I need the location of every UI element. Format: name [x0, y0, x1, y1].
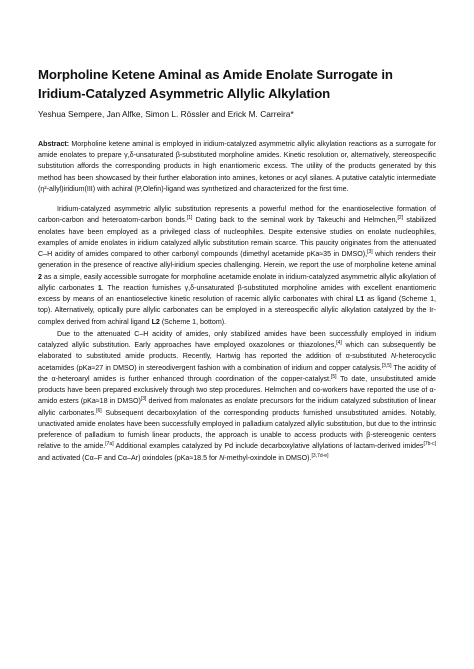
text-run: Additional examples catalyzed by Pd include decarboxylative allylations of lactam-derived imides	[113, 442, 424, 451]
paragraph-1	[38, 204, 436, 328]
ligand-label: L1	[355, 295, 365, 304]
citation: [6]	[96, 407, 102, 414]
paper-page	[38, 66, 436, 464]
citation: [3,5]	[381, 362, 392, 369]
citation: [3]	[140, 396, 147, 403]
abstract-text: Morpholine ketene aminal is employed in iridium-catalyzed asymmetric allylic alkylation reactions as a surrogate for amide enolates to prepare γ,δ-unsaturated β-substituted morpholine amides. Kinetic resolution or, alternatively, stereospecific substitution affords the corresponding products in high enantiomeric excess. The utility of the products generated by this method has been showcased by their further elaboration into amines, ketones or acyl silanes. A putative catalytic intermediate (η²-allyl)iridium(III) with achiral (P,Olefin)-ligand was synthetized and characterized for the first time.	[38, 140, 436, 193]
citation: [4]	[336, 340, 342, 347]
text-run: -methyl-oxindole in DMSO).	[224, 453, 312, 462]
text-run: Due to the attenuated C–H acidity of amides, only stabilized amides have been successfully employed in iridium catalyzed allylic substitution. Early approaches have employed oxazolones or thiazolones,	[38, 329, 436, 350]
italic-text: N	[219, 453, 225, 462]
abstract-label: Abstract:	[38, 140, 70, 148]
text-run: Dating back to the seminal work by Takeuchi and Helmchen,	[192, 216, 398, 225]
text-run: Iridium-catalyzed asymmetric allylic substitution represents a powerful method for the enantioselective formation of carbon-carbon and heteroatom-carbon bonds.	[38, 205, 436, 225]
text-run: . The reaction furnishes γ,δ-unsaturated β-substituted morpholine amides with excellent enantiomeric excess by means of an enantioselective kinetic resolution of racemic allylic carbonates with chiral	[38, 283, 436, 304]
author-list: Yeshua Sempere, Jan Alfke, Simon L. Rössler and Erick M. Carreira*	[38, 109, 294, 119]
italic-text: N	[391, 352, 397, 361]
text-run: derived from malonates as enolate precursors for the iridium catalyzed substitution of linear allylic carbonates.	[38, 397, 436, 417]
text-run: as a simple, easily accessible surrogate for morpholine acetamide enolate in iridium-catalyzed asymmetric allylic alkylation of allylic carbonates	[38, 272, 436, 292]
body-text	[38, 204, 436, 464]
text-run: and activated (Cα–F and Cα–Ar) oxindoles (pKa≈18.5 for	[38, 453, 220, 462]
text-run: as ligand (Scheme 1, top). Alternatively, optically pure allylic carbonates can be employed in a stereospecific allylic alkylation catalyzed by the Ir-complex derived from achiral ligand	[38, 295, 436, 326]
citation: [3]	[367, 249, 373, 256]
text-run: -heterocyclic acetamides (pKa≈27 in DMSO) in stereodivergent fashion with a combination of iridium and copper catalysis.	[38, 352, 436, 372]
ligand-label: L2	[151, 317, 160, 326]
text-run: The acidity of the α-heteroaryl amides is further enhanced through coordination of the copper-catalyst.	[38, 363, 436, 383]
text-run: Subsequent decarboxylation of the corresponding products furnished unsubstituted amides. Notably, unactivated amide enolates have been successfully employed in palladium catalyzed allylic substitution, but due to the intrinsic preference of palladium to furnish linear products, the approach is unable to access products with β-stereogenic centers relative to the amide.	[38, 408, 436, 451]
text-run: which can subsequently be elaborated to substituted amide products. Recently, Hartwig has reported the addition of α-substituted	[38, 341, 436, 361]
citation: [2]	[397, 215, 404, 222]
paragraph-2	[38, 329, 436, 464]
citation: [7b-c]	[423, 441, 436, 448]
citation: [7a]	[105, 441, 114, 448]
text-run: which renders their generation in the presence of reactive allyl-iridium species challenging. Herein, we report the use of morpholine ketene aminal	[38, 250, 436, 270]
text-run: (Scheme 1, bottom).	[159, 317, 227, 326]
text-run: To date, unsubstituted amide products have been prepared exclusively through two step procedures. Helmchen and co-workers have reported the use of α-amido esters (pKa≈18 in DMSO)	[38, 374, 437, 406]
citation: [5]	[331, 373, 337, 380]
compound-number: 2	[38, 272, 42, 281]
citation: [3,7d-e]	[311, 452, 329, 459]
citation: [1]	[186, 215, 193, 222]
text-run: stabilized enolates have been employed as a privileged class of nucleophiles. Despite extensive studies on enolate nucleophiles, examples of amide enolates in iridium catalyzed allylic substitution remain scarce. This paucity originates from the attenuated C–H acidity of amides compared to other carbonyl compounds (dimethyl acetamide pKa≈35 in DMSO),	[38, 216, 437, 259]
abstract	[38, 139, 436, 195]
compound-number: 1	[97, 283, 102, 292]
paper-title: Morpholine Ketene Aminal as Amide Enolate Surrogate in Iridium-Catalyzed Asymmetric Allylic Alkylation	[38, 67, 393, 101]
